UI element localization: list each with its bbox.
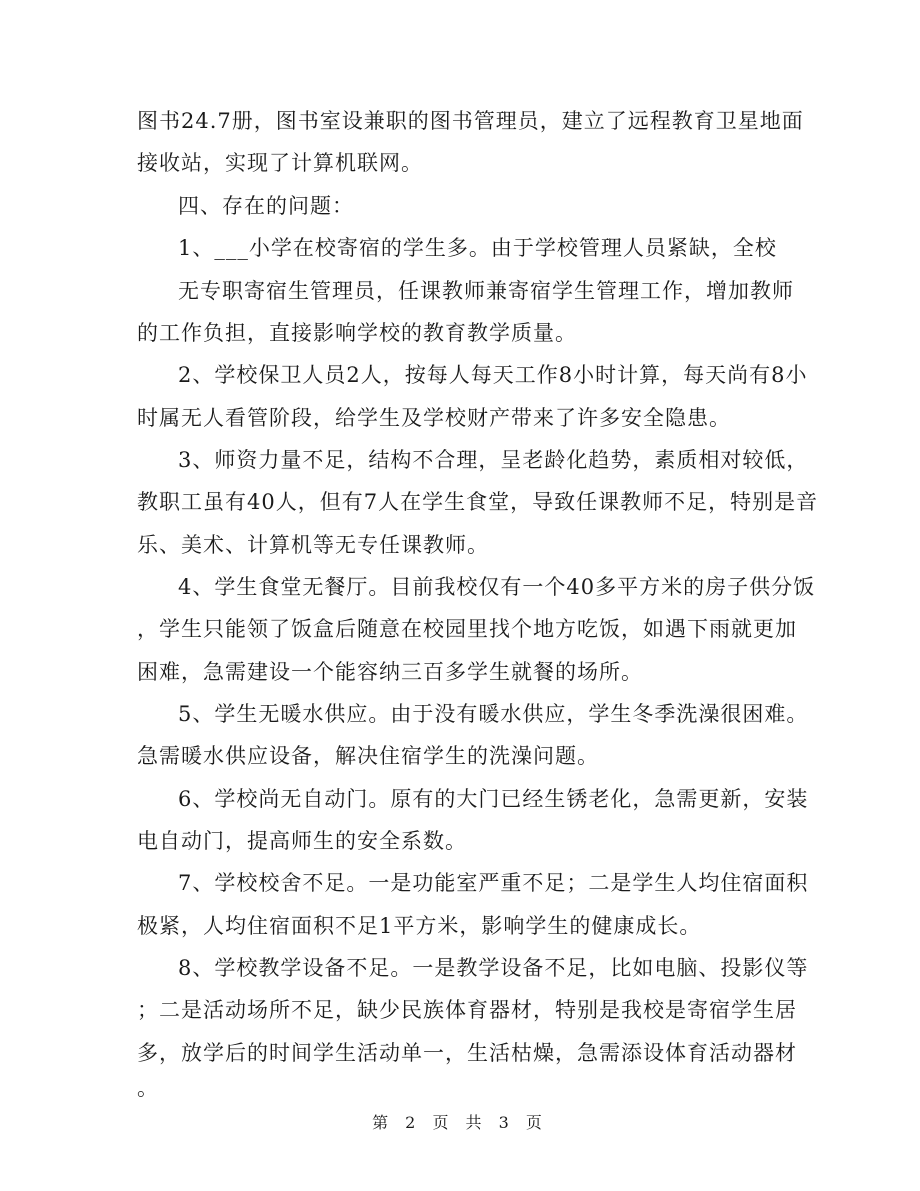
section-heading: 四、存在的问题： [178, 194, 354, 218]
text-line: ；二是活动场所不足，缺少民族体育器材，特别是我校是寄宿学生居 [137, 998, 797, 1022]
text-line: 7、学校校舍不足。一是功能室严重不足；二是学生人均住宿面积 [178, 871, 809, 895]
text-line: 3、师资力量不足，结构不合理，呈老龄化趋势，素质相对较低， [178, 448, 809, 472]
text-line: 2、学校保卫人员2人，按每人每天工作8小时计算，每天尚有8小 [178, 363, 808, 387]
text-line: 困难，急需建设一个能容纳三百多学生就餐的场所。 [137, 660, 643, 684]
text-line: 1、___小学在校寄宿的学生多。由于学校管理人员紧缺，全校 [178, 236, 777, 260]
text-line: 6、学校尚无自动门。原有的大门已经生锈老化，急需更新，安装 [178, 787, 809, 811]
text-line: 无专职寄宿生管理员，任课教师兼寄宿学生管理工作，增加教师 [178, 279, 794, 303]
text-line: 教职工虽有40人，但有7人在学生食堂，导致任课教师不足，特别是音 [137, 490, 819, 514]
text-line: 5、学生无暖水供应。由于没有暖水供应，学生冬季洗澡很困难。 [178, 702, 809, 726]
text-line: 极紧，人均住宿面积不足1平方米，影响学生的健康成长。 [137, 914, 702, 938]
text-line: 多，放学后的时间学生活动单一，生活枯燥，急需添设体育活动器材 [137, 1041, 797, 1065]
text-line: 。 [137, 1076, 159, 1100]
text-line: 时属无人看管阶段，给学生及学校财产带来了许多安全隐患。 [137, 406, 731, 430]
text-line: 4、学生食堂无餐厅。目前我校仅有一个40多平方米的房子供分饭 [178, 575, 816, 599]
page-number-footer: 第 2 页 共 3 页 [372, 1113, 548, 1132]
text-line: 的工作负担，直接影响学校的教育教学质量。 [137, 321, 577, 345]
text-line: 图书24.7册，图书室设兼职的图书管理员，建立了远程教育卫星地面 [137, 109, 804, 133]
text-line: 接收站，实现了计算机联网。 [137, 151, 423, 175]
text-line: 急需暖水供应设备，解决住宿学生的洗澡问题。 [137, 744, 599, 768]
text-line: ，学生只能领了饭盒后随意在校园里找个地方吃饭，如遇下雨就更加 [137, 617, 797, 641]
text-line: 乐、美术、计算机等无专任课教师。 [137, 533, 489, 557]
text-line: 电自动门，提高师生的安全系数。 [137, 829, 467, 853]
text-line: 8、学校教学设备不足。一是教学设备不足，比如电脑、投影仪等 [178, 956, 809, 980]
